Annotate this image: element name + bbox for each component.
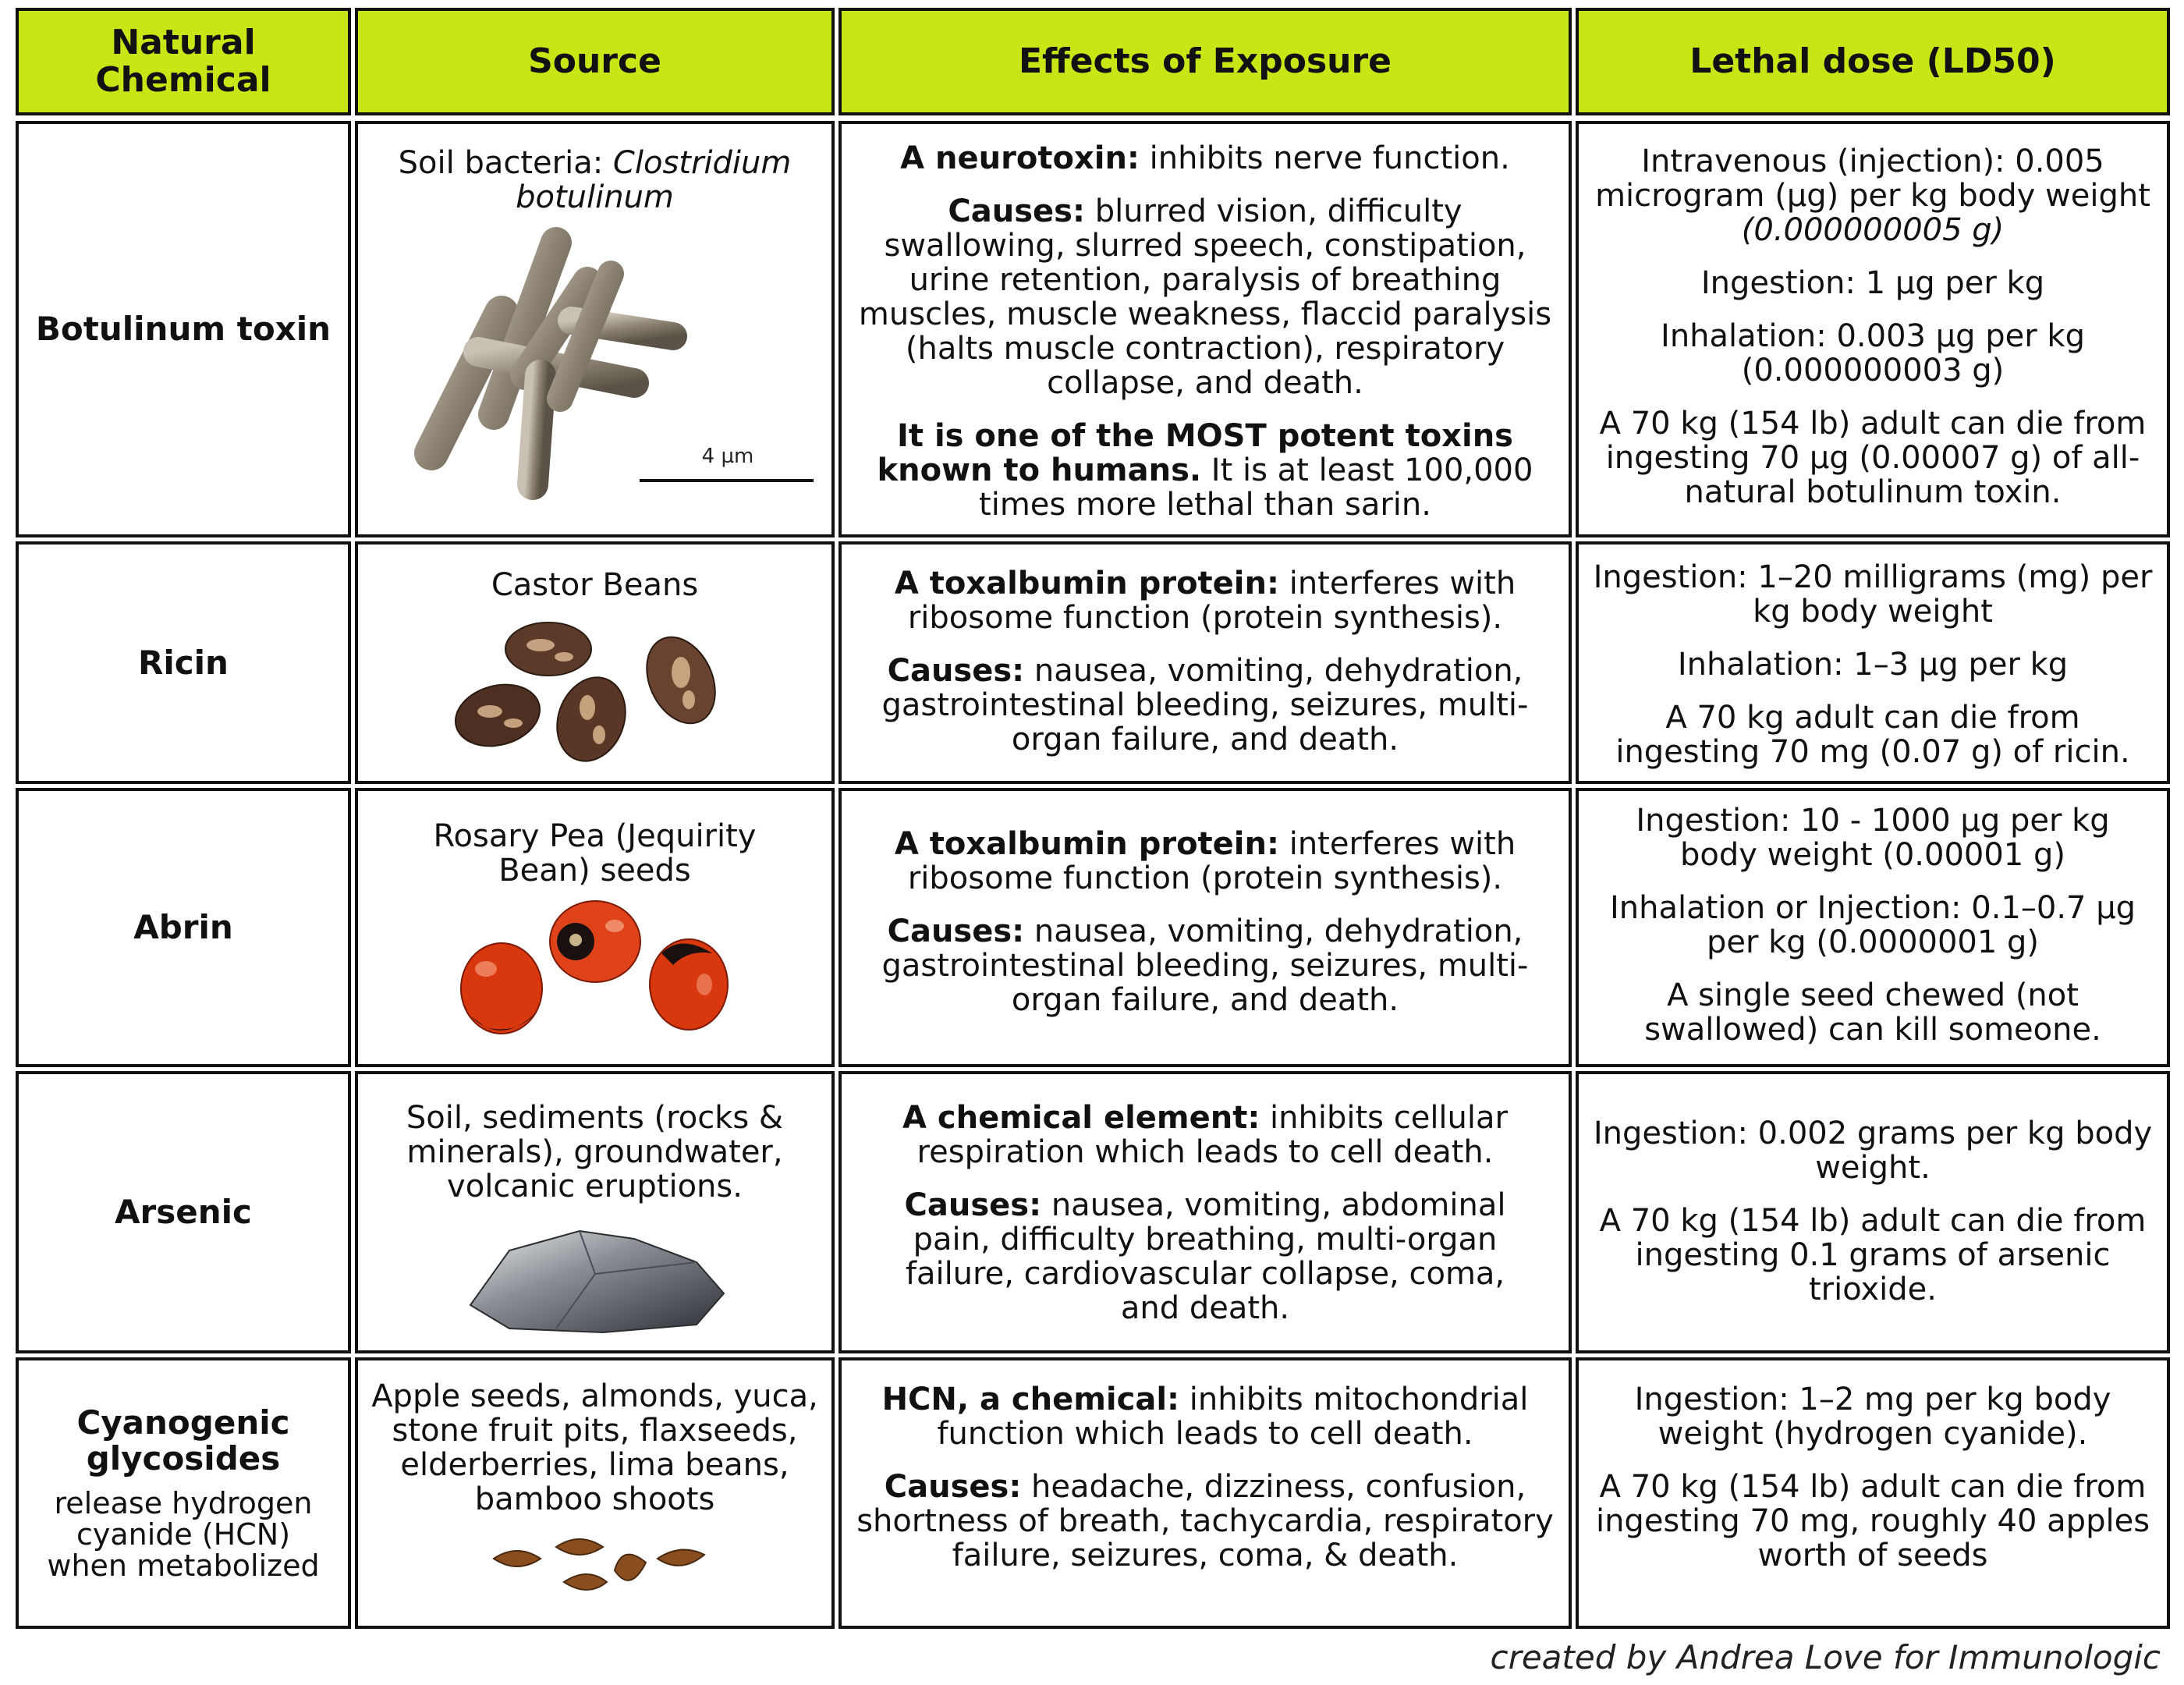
- rosary-pea-image: [455, 891, 736, 1047]
- lethal-line: Ingestion: 0.002 grams per kg body weight.: [1593, 1116, 2153, 1186]
- effect-line: It is one of the MOST potent toxins known to humans. It is at least 100,000 times more lethal than sarin.: [877, 418, 1533, 523]
- effect-line: Causes: nausea, vomiting, dehydration, gastrointestinal bleeding, seizures, multi-organ failure, and death.: [881, 653, 1529, 757]
- lethal-line: Inhalation: 0.003 µg per kg (0.000000003 g): [1661, 318, 2085, 388]
- row-cyanogenic-effects: [838, 1357, 1572, 1629]
- row-arsenic-name: [16, 1071, 351, 1353]
- row-arsenic-source: [355, 1071, 835, 1353]
- row-ricin-name: [16, 541, 351, 784]
- row-botulinum-name: [16, 121, 351, 537]
- lethal-line: A single seed chewed (not swallowed) can kill someone.: [1644, 977, 2101, 1048]
- header-lethal-dose: [1576, 8, 2170, 115]
- row-cyanogenic-lethal: [1576, 1357, 2170, 1629]
- source-text: Rosary Pea (Jequirity Bean) seeds: [433, 818, 757, 889]
- row-arsenic-lethal: [1576, 1071, 2170, 1353]
- chemical-name: Ricin: [138, 643, 229, 682]
- row-abrin-source: [355, 788, 835, 1067]
- source-text: Castor Beans: [491, 567, 699, 603]
- apple-seeds-image: [478, 1527, 712, 1598]
- lethal-line: Ingestion: 10 - 1000 µg per kg body weight (0.00001 g): [1636, 803, 2110, 873]
- effect-line: Causes: nausea, vomiting, dehydration, gastrointestinal bleeding, seizures, multi-organ failure, and death.: [881, 913, 1529, 1018]
- source-prefix: Soil bacteria:: [398, 145, 613, 181]
- row-ricin-lethal: [1576, 541, 2170, 784]
- source-text: Soil, sediments (rocks & minerals), groundwater, volcanic eruptions.: [406, 1100, 784, 1204]
- arsenic-rock-image: [463, 1219, 728, 1336]
- chemical-name: Abrin: [133, 908, 233, 946]
- lethal-line: Ingestion: 1–2 mg per kg body weight (hydrogen cyanide).: [1634, 1382, 2111, 1452]
- scale-label: 4 µm: [701, 445, 753, 468]
- header-chemical-line2: Chemical: [95, 60, 271, 100]
- source-text: [370, 146, 819, 215]
- lethal-line: Ingestion: 1 µg per kg: [1700, 265, 2045, 301]
- lethal-line: Ingestion: 1–20 milligrams (mg) per kg body weight: [1593, 559, 2153, 630]
- header-effects: [838, 8, 1572, 115]
- bacteria-image: [377, 219, 814, 508]
- effect-line: Causes: headache, dizziness, confusion, shortness of breath, tachycardia, respiratory failure, seizures, coma, & death.: [856, 1469, 1554, 1573]
- chemical-subtext: release hydrogen cyanide (HCN) when metabolized: [47, 1486, 320, 1583]
- lethal-line: A 70 kg (154 lb) adult can die from ingesting 70 µg (0.00007 g) of all-natural botulinum toxin.: [1599, 406, 2147, 510]
- lethal-line: A 70 kg (154 lb) adult can die from ingesting 0.1 grams of arsenic trioxide.: [1599, 1203, 2147, 1307]
- effect-line: A toxalbumin protein: interferes with ribosome function (protein synthesis).: [894, 826, 1516, 896]
- header-source-label: Source: [528, 41, 661, 81]
- chemical-name: Botulinum toxin: [35, 310, 332, 348]
- lethal-line: Inhalation or Injection: 0.1–0.7 µg per kg (0.0000001 g): [1609, 890, 2136, 960]
- header-effects-label: Effects of Exposure: [1018, 41, 1392, 81]
- effect-line: HCN, a chemical: inhibits mitochondrial function which leads to cell death.: [881, 1382, 1529, 1452]
- castor-beans-image: [455, 610, 736, 766]
- row-abrin-effects: [838, 788, 1572, 1067]
- header-source: [355, 8, 835, 115]
- row-arsenic-effects: [838, 1071, 1572, 1353]
- effect-line: Causes: blurred vision, difficulty swallowing, slurred speech, constipation, urine retention, paralysis of breathing muscles, muscle weakness, flaccid paralysis (halts muscle contraction), respiratory collapse, and death.: [858, 193, 1552, 401]
- source-text: Apple seeds, almonds, yuca, stone fruit pits, flaxseeds, elderberries, lima beans, bamboo shoots: [371, 1378, 818, 1517]
- row-abrin-lethal: [1576, 788, 2170, 1067]
- chemical-name: Arsenic: [115, 1193, 252, 1231]
- row-ricin-source: [355, 541, 835, 784]
- row-botulinum-source: [355, 121, 835, 537]
- chemical-name: Cyanogenic glycosides: [76, 1403, 290, 1477]
- header-chemical-line1: Natural: [111, 23, 256, 62]
- effect-line: A neurotoxin: inhibits nerve function.: [900, 140, 1510, 176]
- row-abrin-name: [16, 788, 351, 1067]
- effect-line: A toxalbumin protein: interferes with ribosome function (protein synthesis).: [894, 566, 1516, 636]
- row-botulinum-lethal: [1576, 121, 2170, 537]
- row-cyanogenic-source: [355, 1357, 835, 1629]
- source-species: Clostridium botulinum: [516, 145, 792, 215]
- lethal-line: A 70 kg (154 lb) adult can die from ingesting 70 mg, roughly 40 apples worth of seeds: [1595, 1469, 2150, 1573]
- effect-line: A chemical element: inhibits cellular respiration which leads to cell death.: [902, 1100, 1508, 1170]
- lethal-line: Inhalation: 1–3 µg per kg: [1677, 647, 2069, 683]
- lethal-line: Intravenous (injection): 0.005 microgram (µg) per kg body weight (0.000000005 g): [1595, 144, 2150, 248]
- credit-line: created by Andrea Love for Immunologic: [1490, 1638, 2161, 1676]
- row-ricin-effects: [838, 541, 1572, 784]
- row-botulinum-effects: [838, 121, 1572, 537]
- lethal-line: A 70 kg adult can die from ingesting 70 mg (0.07 g) of ricin.: [1615, 700, 2130, 770]
- header-lethal-label: Lethal dose (LD50): [1689, 41, 2056, 81]
- row-cyanogenic-name: [16, 1357, 351, 1629]
- effect-line: Causes: nausea, vomiting, abdominal pain, difficulty breathing, multi-organ failure, cardiovascular collapse, coma, and death.: [904, 1187, 1506, 1326]
- header-natural-chemical: [16, 8, 351, 115]
